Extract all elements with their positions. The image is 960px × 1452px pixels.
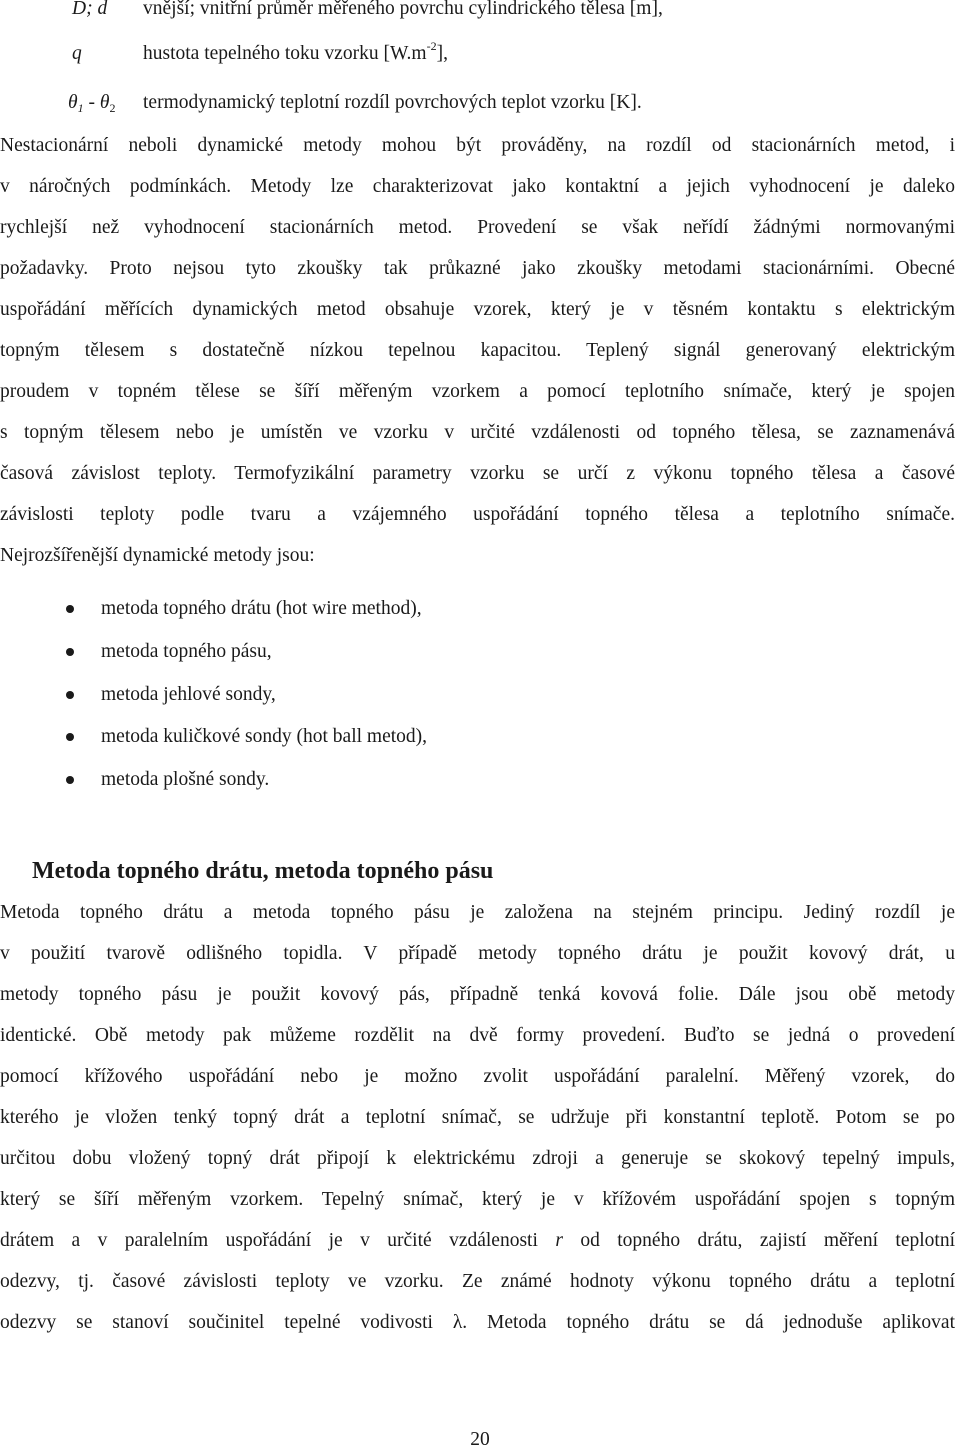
text-line: časová závislost teploty. Termofyzikální parametry vzorku se určí z výkonu topného tělesa a časové	[0, 463, 955, 484]
text-span: od topného drátu, zajistí měření teplotní	[562, 1230, 955, 1251]
text-line: kterého je vložen tenký topný drát a teplotní snímač, se udržuje při konstantní teplotě. Potom se po	[0, 1107, 955, 1128]
theta-symbol: θ	[99, 92, 110, 113]
list-item	[0, 594, 960, 624]
text-line: odezvy, tj. časové závislosti teploty ve vzorku. Ze známé hodnoty výkonu topného drátu a teplotní	[0, 1271, 955, 1292]
list-item-text: metoda kuličkové sondy (hot ball metod),	[101, 726, 428, 747]
bullet-icon	[66, 776, 74, 784]
theta-symbol: θ	[68, 92, 78, 113]
text-line: požadavky. Proto nejsou tyto zkoušky tak průkazné jako zkoušky metodami stacionárními. Obecné	[0, 258, 955, 279]
variable-r: r	[555, 1230, 563, 1251]
definition-symbol: q	[72, 43, 82, 64]
text-line: Nejrozšířenější dynamické metody jsou:	[0, 545, 315, 566]
definition-text: vnější; vnitřní průměr měřeného povrchu cylindrického tělesa [m],	[143, 0, 663, 19]
bullet-icon	[66, 605, 74, 613]
list-item-text: metoda topného drátu (hot wire method),	[101, 598, 422, 619]
text-span: drátem a v paralelním uspořádání je v určité vzdálenosti	[0, 1230, 556, 1251]
text-line: v náročných podmínkách. Metody lze charakterizovat jako kontaktní a jejich vyhodnocení je daleko	[0, 176, 955, 197]
text-line: pomocí křížového uspořádání nebo je možno zvolit uspořádání paralelní. Měřený vzorek, do	[0, 1066, 955, 1087]
list-item	[0, 765, 960, 795]
definition-text: termodynamický teplotní rozdíl povrchových teplot vzorku [K].	[143, 92, 642, 113]
definition-text-part: ],	[436, 43, 448, 64]
text-line: s topným tělesem nebo je umístěn ve vzorku v určité vzdálenosti od topného tělesa, se zaznamenává	[0, 422, 955, 443]
definition-symbol	[68, 89, 115, 122]
list-item-text: metoda topného pásu,	[101, 641, 272, 662]
superscript: -2	[426, 39, 437, 53]
text-line	[0, 1226, 955, 1256]
definition-symbol: D; d	[72, 0, 108, 19]
text-line: uspořádání měřících dynamických metod obsahuje vzorek, který je v těsném kontaktu s elektrickým	[0, 299, 955, 320]
bullet-icon	[66, 733, 74, 741]
page-number: 20	[470, 1429, 490, 1450]
definition-row	[0, 40, 960, 68]
subscript: 1	[77, 101, 84, 115]
text-line: rychlejší než vyhodnocení stacionárních metod. Provedení se však neřídí žádnými normovanými	[0, 217, 955, 238]
text-line: topným tělesem s dostatečně nízkou tepelnou kapacitou. Teplený signál generovaný elektrickým	[0, 340, 955, 361]
text-line: v použití tvarově odlišného topidla. V případě metody topného drátu je použit kovový drát, u	[0, 943, 955, 964]
subscript: 2	[109, 101, 116, 115]
bullet-icon	[66, 648, 74, 656]
text-line: identické. Obě metody pak můžeme rozdělit na dvě formy provedení. Buďto se jedná o provedení	[0, 1025, 955, 1046]
text-line: proudem v topném tělese se šíří měřeným vzorkem a pomocí teplotního snímače, který je spojen	[0, 381, 955, 402]
text-line: Nestacionární neboli dynamické metody mohou být prováděny, na rozdíl od stacionárních metod, i	[0, 135, 955, 156]
definition-text	[143, 40, 448, 68]
minus-sign: -	[83, 92, 100, 113]
text-line: závislosti teploty podle tvaru a vzájemného uspořádání topného tělesa a teplotního snímače.	[0, 504, 955, 525]
text-line: určitou dobu vložený topný drát připojí k elektrickému zdroji a generuje se skokový tepelný impuls,	[0, 1148, 955, 1169]
section-heading: Metoda topného drátu, metoda topného pásu	[32, 858, 494, 884]
list-item	[0, 722, 960, 752]
definition-row	[0, 89, 960, 117]
text-line: metody topného pásu je použit kovový pás, případně tenká kovová folie. Dále jsou obě metody	[0, 984, 955, 1005]
list-item-text: metoda jehlové sondy,	[101, 684, 276, 705]
bullet-icon	[66, 691, 74, 699]
text-line: který se šíří měřeným vzorkem. Tepelný snímač, který je v křížovém uspořádání spojen s topným	[0, 1189, 955, 1210]
list-item	[0, 637, 960, 667]
text-line: odezvy se stanoví součinitel tepelné vodivosti λ. Metoda topného drátu se dá jednoduše aplikovat	[0, 1312, 955, 1333]
definition-text-part: hustota tepelného toku vzorku [W.m	[143, 43, 427, 64]
definition-row	[0, 0, 960, 23]
text-line: Metoda topného drátu a metoda topného pásu je založena na stejném principu. Jediný rozdíl je	[0, 902, 955, 923]
list-item	[0, 680, 960, 710]
list-item-text: metoda plošné sondy.	[101, 769, 270, 790]
